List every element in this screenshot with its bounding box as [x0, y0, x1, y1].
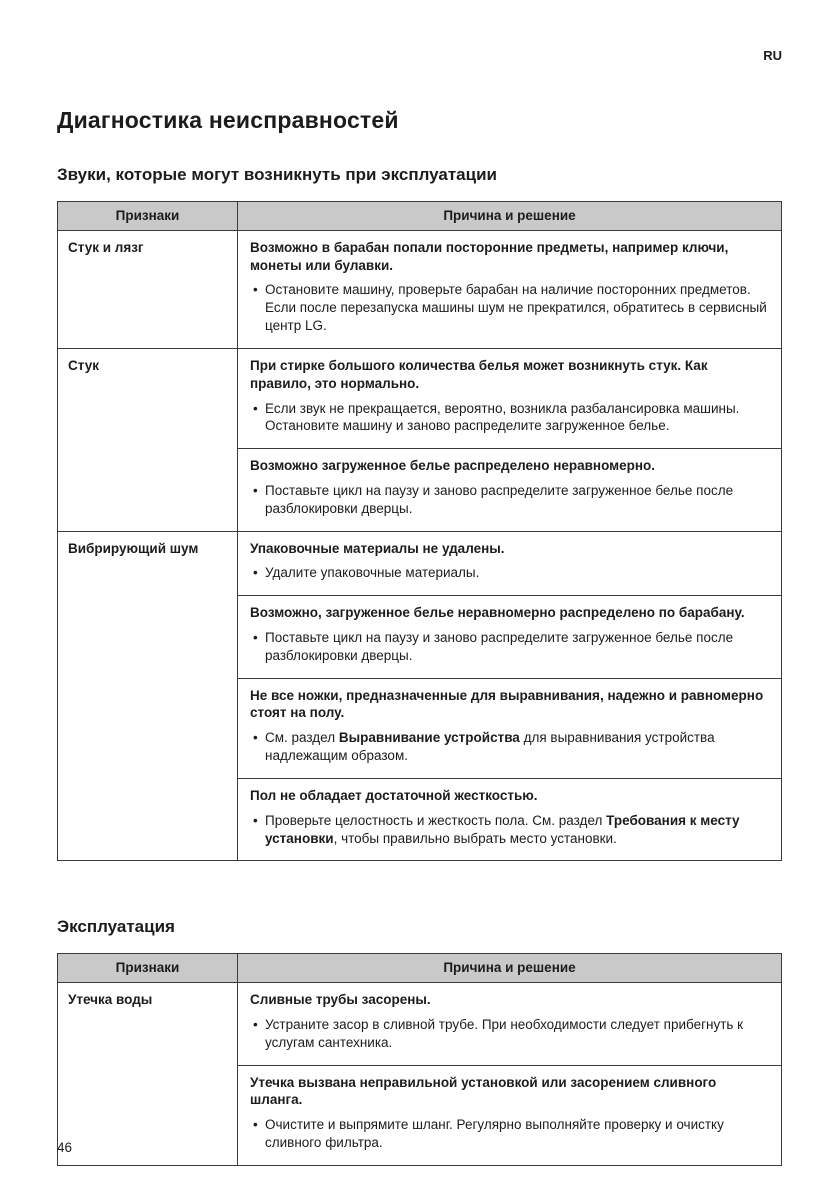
cause-text: Пол не обладает достаточной жесткостью. [250, 787, 538, 803]
cause-text: Возможно, загруженное белье неравномерно распределено по барабану. [250, 605, 745, 621]
table-head [58, 954, 782, 983]
cause-text: Не все ножки, предназначенные для выравнивания, надежно и равномерно стоят на полу. [250, 687, 764, 721]
solution-text: Поставьте цикл на паузу и заново распределите загруженное белье после разблокировки дверцы. [265, 630, 734, 663]
solution-item [250, 281, 769, 334]
cause-text: Возможно загруженное белье распределено неравномерно. [250, 458, 656, 474]
operation-troubleshooting-table [57, 953, 782, 1166]
cause-text: Возможно в барабан попали посторонние предметы, например ключи, монеты или булавки. [250, 239, 729, 273]
solution-list [250, 564, 769, 582]
sounds-troubleshooting-table [57, 201, 782, 861]
cause-cell [238, 531, 782, 596]
cause-cell [238, 778, 782, 860]
cause-cell [238, 678, 782, 778]
cause-cell [238, 1065, 782, 1165]
solution-list [250, 281, 769, 334]
solution-text: Остановите машину, проверьте барабан на наличие посторонних предметов. Если после перезапуска машины шум не прекратился, обратитесь в сервисный центр LG. [265, 282, 767, 334]
table-row [58, 348, 782, 448]
column-header-symptoms: Признаки [58, 202, 238, 231]
solution-list [250, 629, 769, 665]
solution-bold-reference: Требования к месту установки [265, 812, 740, 846]
header-row [58, 954, 782, 983]
solution-text: См. раздел [265, 730, 339, 746]
symptom-cell: Стук [58, 348, 238, 531]
cause-cell [238, 983, 782, 1065]
solution-text: для выравнивания устройства надлежащим образом. [265, 730, 715, 764]
column-header-symptoms: Признаки [58, 954, 238, 983]
table-row [58, 531, 782, 596]
cause-text: Сливные трубы засорены. [250, 992, 431, 1008]
cause-text: Упаковочные материалы не удалены. [250, 540, 505, 556]
solution-list [250, 482, 769, 518]
column-header-cause-solution: Причина и решение [238, 954, 782, 983]
section-heading-sounds: Звуки, которые могут возникнуть при эксплуатации [57, 165, 497, 184]
solution-item [250, 729, 769, 765]
solution-bold-reference: Выравнивание устройства [338, 730, 520, 746]
solution-text: Очистите и выпрямите шланг. Регулярно выполняйте проверку и очистку сливного фильтра. [265, 1117, 724, 1150]
solution-text: , чтобы правильно выбрать место установки. [333, 830, 617, 846]
column-header-cause-solution: Причина и решение [238, 202, 782, 231]
header-row [58, 202, 782, 231]
table-row [58, 230, 782, 348]
solution-item [250, 400, 769, 436]
solution-list [250, 1116, 769, 1152]
cause-cell [238, 348, 782, 448]
language-badge: RU [763, 48, 782, 63]
table-body [58, 983, 782, 1166]
page-title: Диагностика неисправностей [57, 107, 399, 133]
solution-list [250, 1016, 769, 1052]
cause-text: Утечка вызвана неправильной установкой или засорением сливного шланга. [250, 1074, 717, 1108]
solution-item [250, 564, 769, 582]
solution-text: Удалите упаковочные материалы. [265, 565, 480, 581]
solution-item [250, 812, 769, 848]
solution-text: Устраните засор в сливной трубе. При необходимости следует прибегнуть к услугам сантехника. [265, 1016, 744, 1050]
solution-list [250, 729, 769, 765]
solution-list [250, 400, 769, 436]
solution-item [250, 1016, 769, 1052]
table-row [58, 983, 782, 1065]
solution-text: Поставьте цикл на паузу и заново распределите загруженное белье после разблокировки дверцы. [265, 482, 734, 516]
cause-cell [238, 449, 782, 531]
solution-item [250, 629, 769, 665]
table-head [58, 202, 782, 231]
symptom-cell: Утечка воды [58, 983, 238, 1166]
cause-cell [238, 596, 782, 678]
solution-text: Проверьте целостность и жесткость пола. См. раздел [265, 812, 607, 828]
solution-item [250, 1116, 769, 1152]
cause-cell [238, 230, 782, 348]
table-body [58, 230, 782, 861]
page-number: 46 [57, 1140, 73, 1155]
section-heading-operation: Эксплуатация [57, 917, 175, 937]
symptom-cell: Вибрирующий шум [58, 531, 238, 861]
solution-item [250, 482, 769, 518]
solution-text: Если звук не прекращается, вероятно, возникла разбалансировка машины. Остановите машину и заново распределите загруженное белье. [265, 400, 740, 434]
solution-list [250, 812, 769, 848]
symptom-cell: Стук и лязг [58, 230, 238, 348]
cause-text: При стирке большого количества белья может возникнуть стук. Как правило, это нормально. [250, 357, 708, 391]
